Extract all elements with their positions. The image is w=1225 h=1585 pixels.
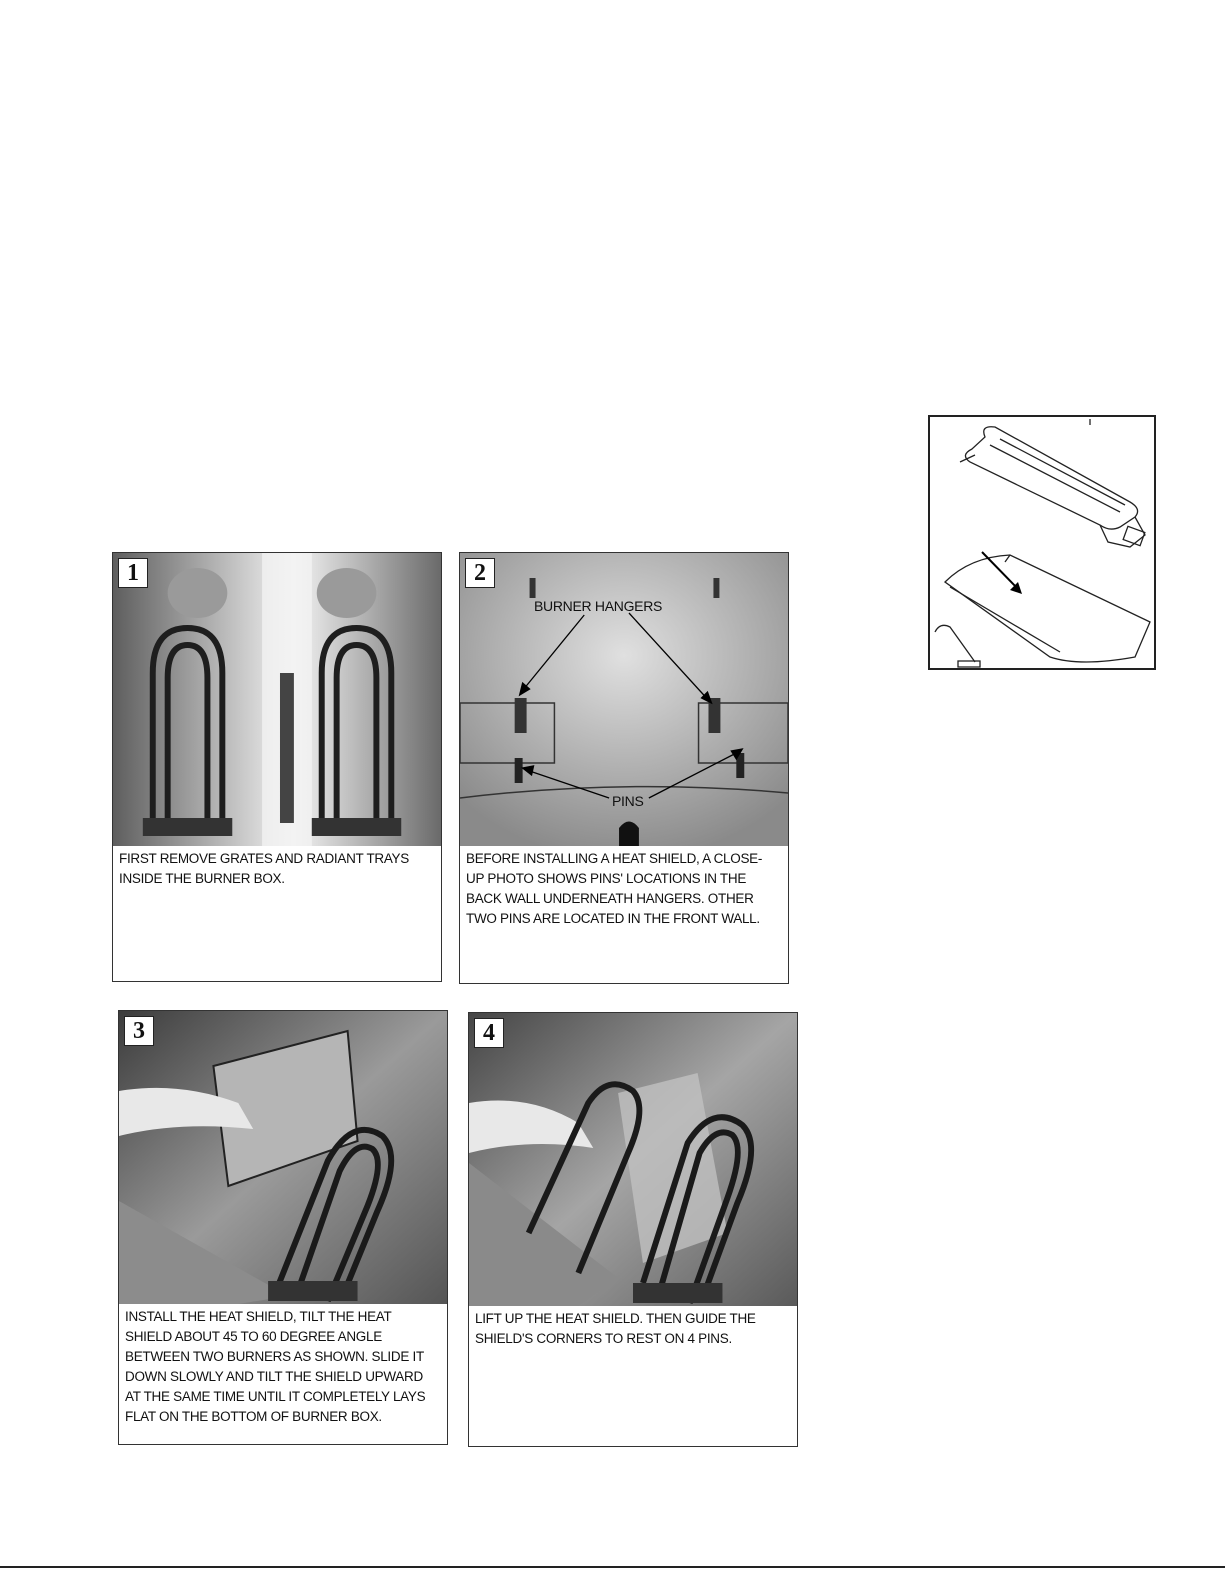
step-3-photo <box>119 1011 447 1304</box>
burners-photo-illustration <box>113 553 441 846</box>
step-4-photo <box>469 1013 797 1306</box>
burner-hangers-label: BURNER HANGERS <box>534 598 663 614</box>
step-number: 3 <box>124 1016 154 1046</box>
step-number: 1 <box>118 558 148 588</box>
step-4-panel <box>468 1012 798 1447</box>
step-2-caption: BEFORE INSTALLING A HEAT SHIELD, A CLOSE-UP PHOTO SHOWS PINS' LOCATIONS IN THE BACK WALL UNDERNEATH HANGERS. OTHER TWO PINS ARE LOCATED IN THE FRONT WALL. <box>466 851 763 926</box>
step-3-caption: INSTALL THE HEAT SHIELD, TILT THE HEAT SHIELD ABOUT 45 TO 60 DEGREE ANGLE BETWEEN TWO BURNERS AS SHOWN. SLIDE IT DOWN SLOWLY AND TILT THE SHIELD UPWARD AT THE SAME TIME UNTIL IT COMPLETELY LAYS FLAT ON THE BOTTOM OF BURNER BOX. <box>125 1309 426 1424</box>
lifting-shield-illustration <box>469 1013 797 1306</box>
tilting-shield-illustration <box>119 1011 447 1304</box>
step-number: 4 <box>474 1018 504 1048</box>
step-1-panel <box>112 552 442 982</box>
page-bottom-rule <box>0 1566 1225 1568</box>
step-3-panel <box>118 1010 448 1445</box>
step-2-panel <box>459 552 789 984</box>
step-1-photo <box>113 553 441 846</box>
pins-label: PINS <box>612 793 644 809</box>
burner-shield-illustration <box>930 417 1154 668</box>
step-1-caption: FIRST REMOVE GRATES AND RADIANT TRAYS INSIDE THE BURNER BOX. <box>119 851 409 886</box>
heat-shield-diagram <box>928 415 1156 670</box>
step-4-caption: LIFT UP THE HEAT SHIELD. THEN GUIDE THE SHIELD'S CORNERS TO REST ON 4 PINS. <box>475 1311 756 1346</box>
step-number: 2 <box>465 558 495 588</box>
